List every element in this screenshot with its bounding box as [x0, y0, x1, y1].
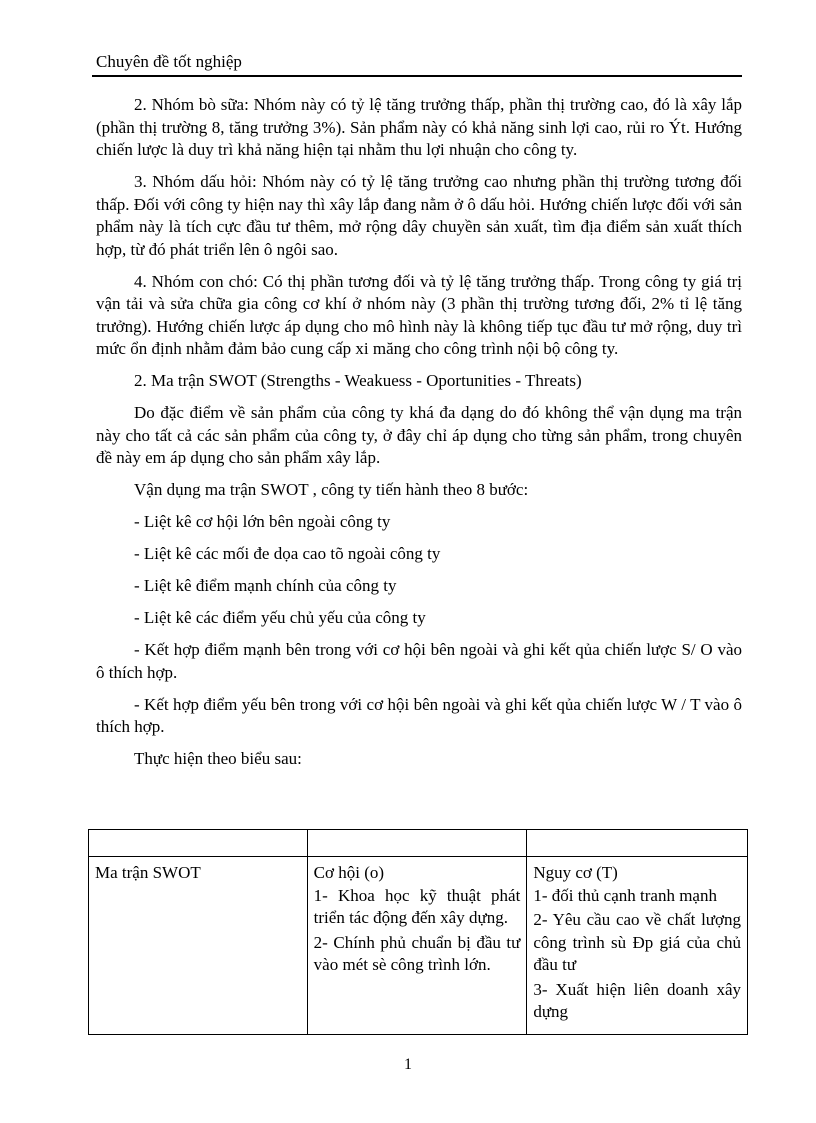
paragraph-swot-steps: Vận dụng ma trận SWOT , công ty tiến hành theo 8 bước: — [134, 480, 529, 499]
table-row — [89, 857, 748, 1035]
paragraph-cash-cow: 2. Nhóm bò sữa: Nhóm này có tỷ lệ tăng trưởng thấp, phần thị trường cao, đó là xây lắp (phần thị trường 8, tăng trưởng 3%). Sản phẩm này có khả năng sinh lợi cao, rủi ro Ýt. Hướng chiến lược là duy trì khả năng hiện tại nhằm thu lợi nhuận cho công ty. — [96, 95, 742, 159]
table-cell-opportunities — [307, 857, 527, 1035]
page-number: 1 — [404, 1056, 412, 1073]
threat-item: 2- Yêu cầu cao về chất lượng công trình sù Đp giá của chủ đầu tư — [533, 910, 741, 974]
opportunities-heading: Cơ hội (o) — [313, 863, 385, 882]
running-header: Chuyên đề tốt nghiệp — [96, 52, 242, 71]
body-text — [96, 94, 742, 780]
list-item-step: - Liệt kê điểm mạnh chính của công ty — [134, 576, 397, 595]
paragraph-question-mark: 3. Nhóm dấu hỏi: Nhóm này có tỷ lệ tăng trưởng cao nhưng phần thị trường tương đối thấp. Đối với công ty hiện nay thì xây lắp đang nằm ở ô dấu hỏi. Hướng chiến lược đối với sản phẩm này là tích cực đầu tư thêm, mở rộng dây chuyền sản xuất, tìm địa điểm sản xuất thích hợp, từ đó phát triển lên ô ngôi sao. — [96, 172, 742, 259]
table-cell — [527, 830, 748, 857]
paragraph-table-intro: Thực hiện theo biểu sau: — [134, 749, 302, 768]
threats-heading: Nguy cơ (T) — [533, 863, 618, 882]
list-item-step: - Liệt kê cơ hội lớn bên ngoài công ty — [134, 512, 391, 531]
list-item-step: - Kết hợp điểm yếu bên trong với cơ hội bên ngoài và ghi kết qủa chiến lược W / T vào ô thích hợp. — [96, 694, 742, 736]
opportunity-item: 2- Chính phủ chuẩn bị đầu tư vào mét sè công trình lớn. — [313, 932, 521, 974]
paragraph-swot-intro: Do đặc điểm về sản phẩm của công ty khá đa dạng do đó không thể vận dụng ma trận này cho tất cả các sản phẩm của công ty, ở đây chỉ áp dụng cho từng sản phẩm, trong chuyên đề này em áp dụng cho sản phẩm xây lắp. — [96, 403, 742, 467]
threat-item: 3- Xuất hiện liên doanh xây dựng — [533, 979, 741, 1021]
list-item-step: - Liệt kê các điểm yếu chủ yếu của công ty — [134, 608, 426, 627]
table-cell — [307, 830, 527, 857]
list-item-step: - Liệt kê các mối đe dọa cao tõ ngoài công ty — [134, 544, 441, 563]
section-heading-swot: 2. Ma trận SWOT (Strengths - Weakuess - Oportunities - Threats) — [134, 371, 582, 390]
table-cell-threats — [527, 857, 748, 1035]
matrix-label: Ma trận SWOT — [95, 863, 201, 882]
header-rule — [92, 75, 742, 77]
table-cell — [89, 830, 308, 857]
opportunity-item: 1- Khoa học kỹ thuật phát triển tác động đến xây dựng. — [313, 885, 521, 927]
table-row — [89, 830, 748, 857]
paragraph-dog: 4. Nhóm con chó: Có thị phần tương đối và tỷ lệ tăng trưởng thấp. Trong công ty giá trị vận tải và sửa chữa gia công cơ khí ở nhóm này (3 phần thị trường tương đối, 2% tỉ lệ tăng trưởng). Hướng chiến lược áp dụng cho mô hình này là không tiếp tục đầu tư mở rộng, duy trì mức ổn định nhằm đảm bảo cung cấp xi măng cho công trình nội bộ công ty. — [96, 271, 742, 358]
swot-table — [88, 829, 748, 1035]
table-cell-matrix-label — [89, 857, 308, 1035]
threat-item: 1- đối thủ cạnh tranh mạnh — [533, 885, 717, 905]
list-item-step: - Kết hợp điểm mạnh bên trong với cơ hội bên ngoài và ghi kết qủa chiến lược S/ O vào ô thích hợp. — [96, 640, 742, 682]
